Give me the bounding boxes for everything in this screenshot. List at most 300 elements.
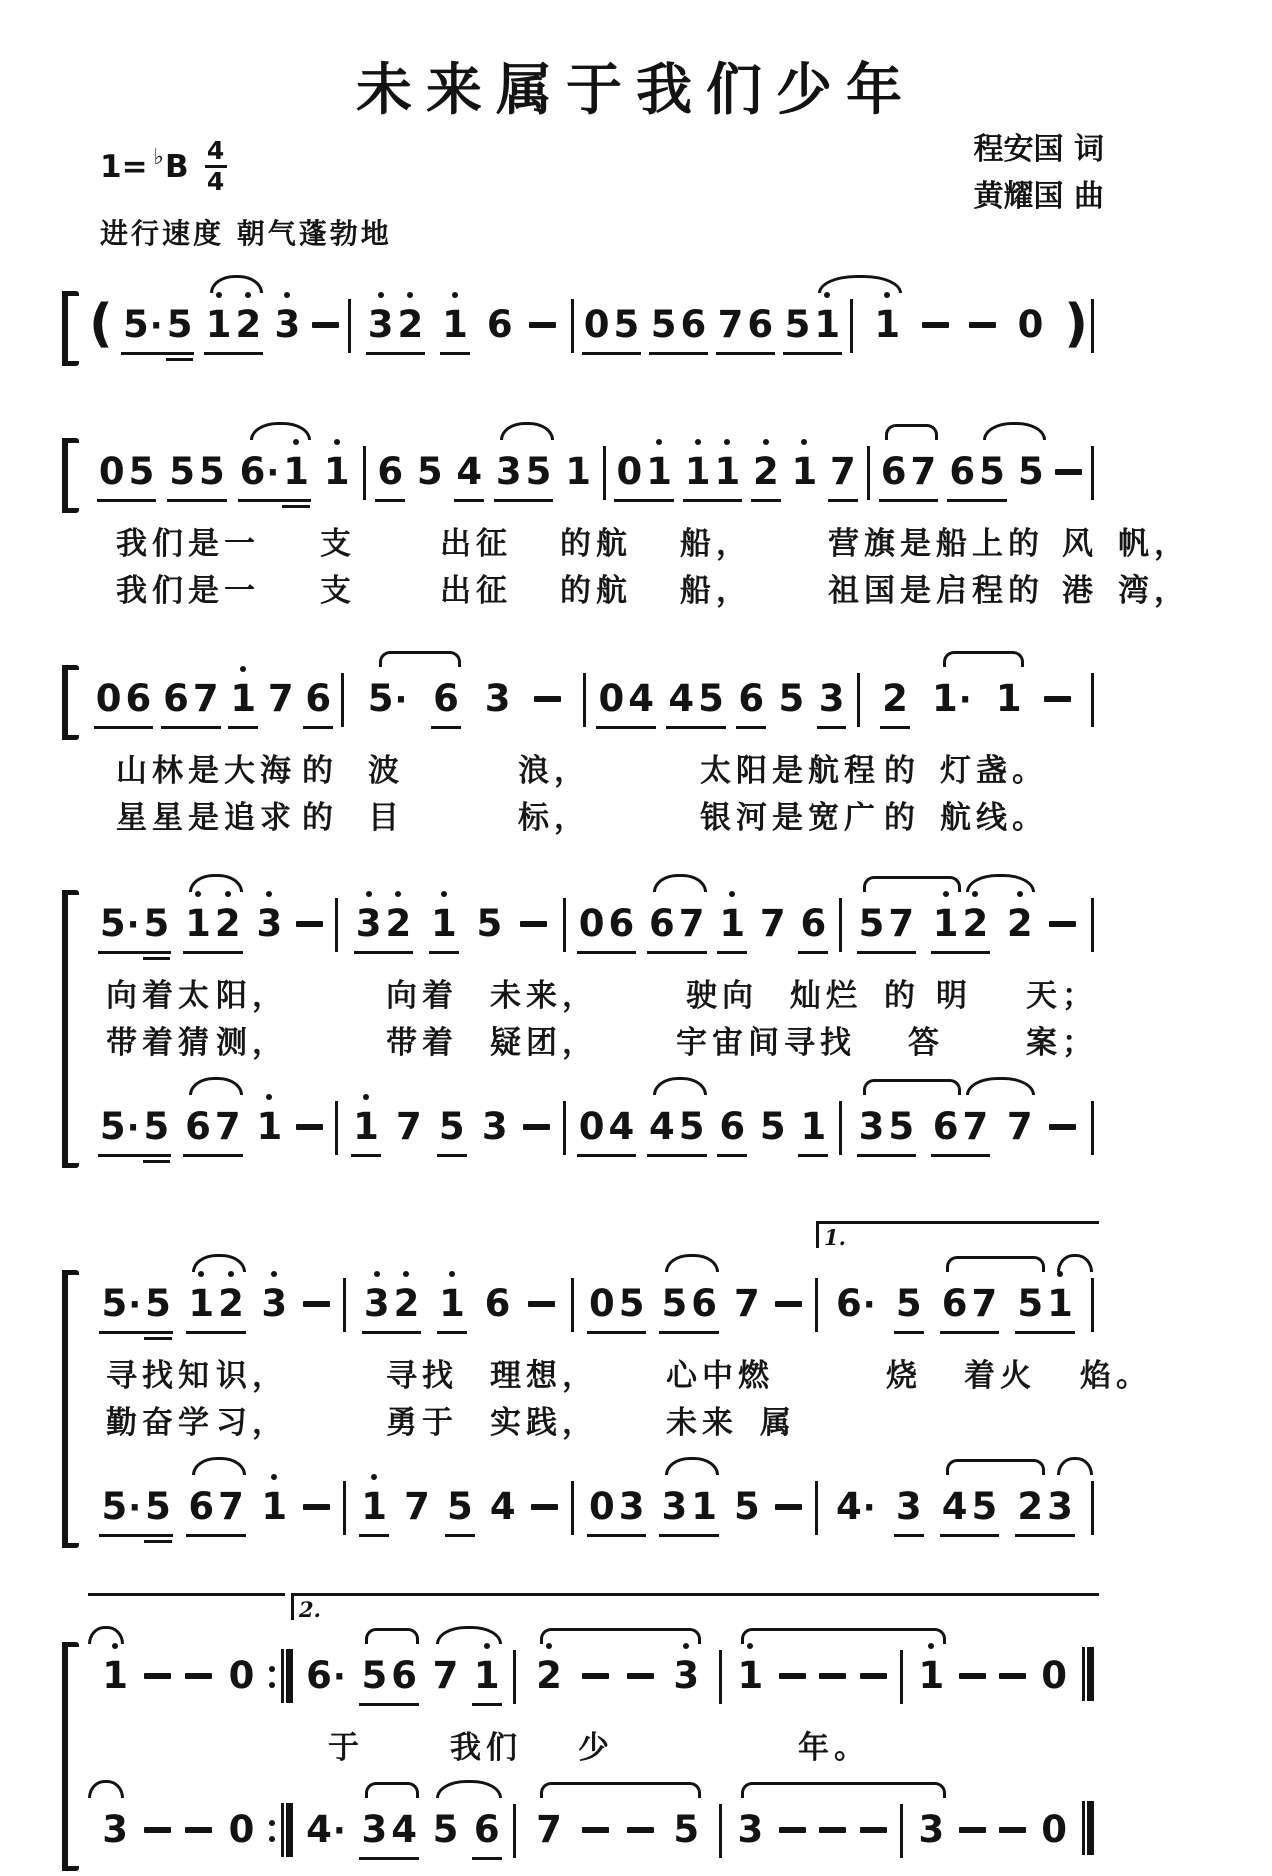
note-digit [798, 1104, 828, 1150]
eighth-underline [857, 951, 917, 955]
digit: 5 [650, 303, 677, 346]
barline [571, 299, 574, 353]
measure [576, 1484, 813, 1530]
octave-dot [334, 439, 340, 445]
dash-glyph [779, 1673, 806, 1679]
digit: 3 [363, 1282, 390, 1325]
digit: 5 [698, 677, 724, 720]
note-digit [197, 449, 227, 495]
note-digit [183, 901, 213, 947]
digit: 5 [895, 1282, 922, 1325]
note-group [894, 1281, 924, 1327]
lyric-syllable: 我们是一 [116, 526, 260, 562]
digit: 4 [941, 1485, 968, 1528]
lyric-syllable: 实践， [490, 1405, 598, 1441]
eighth-underline [494, 499, 554, 503]
dash-note [144, 1807, 171, 1853]
digit: 5 [432, 1808, 459, 1851]
digit: 2 [752, 450, 779, 493]
digit: 7 [192, 677, 219, 720]
dash-note [922, 302, 949, 348]
slur-arc [379, 651, 461, 667]
barline [341, 673, 344, 727]
note-digit [712, 449, 742, 495]
note-digit [880, 676, 910, 722]
digit: 7 [396, 1105, 422, 1148]
digit: 6 [473, 1808, 500, 1851]
sixteenth-underline [143, 1160, 171, 1164]
note-digit [969, 1484, 999, 1530]
note-digit [238, 449, 282, 496]
barline [1091, 898, 1094, 952]
note-group [362, 1281, 422, 1327]
octave-dot [371, 1474, 377, 1480]
eighth-underline [359, 1703, 419, 1707]
note-digit [472, 1653, 502, 1699]
digit: 4 [456, 450, 483, 493]
dash-note [185, 1653, 212, 1699]
note-digit [617, 1281, 647, 1327]
digit: 6 [125, 677, 152, 720]
note-digit [1045, 1281, 1075, 1327]
dash-glyph [627, 1827, 654, 1833]
measure [88, 901, 333, 947]
digit: 6 [836, 1281, 862, 1325]
dash-glyph [144, 1673, 171, 1679]
note-group [472, 1807, 502, 1853]
digit: 5 [169, 450, 195, 493]
dash-glyph [534, 696, 561, 702]
eighth-underline [736, 726, 766, 730]
eighth-underline [375, 499, 405, 503]
digit: 4 [649, 1105, 675, 1148]
digit: 4 [306, 1807, 332, 1851]
note-group [359, 1484, 389, 1530]
note-group [437, 1104, 467, 1150]
lyric-syllable: 船， [680, 573, 752, 609]
octave-dot [972, 891, 978, 897]
lyric-syllable: 烧 [886, 1358, 922, 1394]
music-line [88, 1773, 1096, 1876]
note-group [577, 901, 637, 947]
dash-glyph [779, 1827, 806, 1833]
note-group [227, 1807, 257, 1853]
barline [363, 446, 366, 500]
note-digit [483, 676, 513, 722]
digit: 1 [874, 303, 901, 346]
note-digit [494, 449, 524, 495]
digit: 3 [661, 1485, 688, 1528]
lyric-syllable: 习， [216, 1405, 288, 1441]
note-group [431, 1653, 461, 1699]
note-group [1039, 1807, 1069, 1853]
barline [571, 1278, 574, 1332]
tie-arc [1057, 1254, 1093, 1272]
note-digit [402, 1484, 432, 1530]
digit: 5 [476, 902, 503, 945]
octave-dot [363, 1094, 369, 1100]
eighth-underline [97, 499, 157, 503]
note-digit [931, 1104, 961, 1150]
note-digit [683, 449, 713, 495]
time-signature [205, 138, 227, 195]
digit: 3 [673, 1654, 700, 1697]
note-group [751, 449, 781, 495]
digit: 6 [239, 449, 266, 493]
note-digit [488, 1484, 518, 1530]
digit: 2 [397, 303, 424, 346]
dash-glyph [959, 1827, 986, 1833]
time-top: 4 [206, 136, 225, 165]
digit: 1 [791, 450, 818, 493]
note-digit [354, 901, 384, 947]
eighth-underline [366, 352, 426, 356]
measure [872, 449, 1089, 495]
digit: 1 [719, 902, 746, 945]
digit: 3 [481, 1105, 508, 1148]
eighth-underline [587, 1534, 647, 1538]
note-digit [961, 1104, 991, 1150]
measure [724, 1653, 899, 1699]
note-digit [857, 901, 887, 947]
repeat-end-barline [269, 1650, 295, 1704]
note-digit [281, 449, 311, 495]
note-digit [475, 901, 505, 947]
eighth-underline [857, 1154, 917, 1158]
lyric-syllable: 于 [328, 1730, 364, 1766]
lyric-syllable: 的 [884, 800, 920, 836]
dash-note [528, 1281, 555, 1327]
volta-label: 1. [824, 1225, 846, 1250]
dash-note [582, 1653, 609, 1699]
note-digit [828, 449, 858, 495]
system-verse-1 [88, 415, 1190, 612]
lyric-syllable: 银河是宽广 [700, 800, 880, 836]
note-digit [394, 1104, 424, 1150]
sixteenth-underline [143, 957, 171, 961]
note-group [238, 449, 311, 495]
octave-dot [225, 891, 231, 897]
note-group [1016, 449, 1046, 495]
barline [513, 1650, 516, 1704]
measure [855, 302, 1064, 348]
lyric-syllable: 标， [518, 800, 590, 836]
composer-credit: 黄耀国 曲 [973, 179, 1104, 214]
music-line [88, 1217, 1096, 1350]
dash-glyph [185, 1673, 212, 1679]
barline [815, 1278, 818, 1332]
slur-arc [741, 1628, 946, 1644]
note-group [472, 1653, 502, 1699]
note-digit [1045, 1484, 1075, 1530]
close-paren: ) [1064, 294, 1088, 354]
dash-note [999, 1653, 1026, 1699]
dash-note [520, 901, 547, 947]
volta-bracket [291, 1593, 1099, 1620]
note-digit [947, 449, 977, 495]
note-digit [97, 449, 127, 495]
eighth-underline [454, 499, 484, 503]
dash-glyph [1055, 469, 1082, 475]
note-digit [1005, 1104, 1035, 1150]
note-group [99, 1484, 172, 1530]
eighth-underline [1015, 1534, 1075, 1538]
eighth-underline [783, 352, 843, 356]
digit: 1 [230, 677, 257, 720]
digit: 5 [199, 450, 225, 493]
repeat-dots [269, 1650, 275, 1704]
note-group [98, 1104, 171, 1150]
measure [820, 1281, 1089, 1327]
note-digit [994, 676, 1024, 722]
octave-dot [683, 1643, 689, 1649]
digit: 6 [484, 1282, 511, 1325]
digit: 5 [673, 1808, 700, 1851]
digit: 0 [588, 1282, 615, 1325]
eighth-underline [880, 726, 910, 730]
barline [900, 1804, 903, 1858]
note-group [758, 901, 788, 947]
volta-bracket [816, 1221, 1099, 1248]
note-digit [1039, 1653, 1069, 1699]
eighth-underline [429, 951, 459, 955]
digit: 6 [185, 1105, 211, 1148]
lyric-syllable: 阳， [216, 978, 288, 1014]
note-digit [454, 449, 484, 495]
digit: 4 [391, 1808, 417, 1851]
digit: 5 [145, 1282, 171, 1325]
digit: 1 [1047, 1282, 1073, 1325]
note-digit [142, 1104, 172, 1150]
digit: 5 [99, 901, 126, 945]
digit: 6 [880, 450, 907, 493]
note-digit [1016, 449, 1046, 495]
note-digit [167, 449, 197, 495]
note-digit [563, 449, 593, 495]
eighth-underline [167, 499, 227, 503]
eighth-underline [437, 1331, 467, 1335]
digit: 0 [228, 1808, 255, 1851]
note-group [894, 1484, 924, 1530]
lyric-syllable: 目 [368, 800, 404, 836]
final-barline [1080, 1650, 1096, 1701]
augmentation-dot: · [862, 1487, 876, 1528]
dash-glyph [627, 1673, 654, 1679]
note-digit [213, 1104, 243, 1150]
dash-glyph [520, 921, 547, 927]
note-group [880, 676, 910, 722]
dash-glyph [922, 322, 949, 328]
note-group [167, 449, 227, 495]
note-digit [362, 1281, 392, 1327]
note-group [1015, 1484, 1075, 1530]
note-group [798, 901, 828, 947]
note-digit [366, 676, 410, 723]
slur-arc [946, 1256, 1046, 1272]
measure [348, 1281, 569, 1327]
note-group [366, 676, 410, 722]
note-digit [834, 1484, 878, 1531]
octave-dot [266, 891, 272, 897]
note-group [587, 1484, 647, 1530]
dash-glyph [296, 1124, 323, 1130]
lyric-line [88, 1722, 1096, 1769]
note-group [483, 1281, 513, 1327]
dash-glyph [185, 1827, 212, 1833]
note-group [834, 1281, 878, 1327]
music-line [88, 415, 1096, 518]
digit: 4 [628, 677, 654, 720]
eighth-underline [161, 726, 221, 730]
barline [900, 1650, 903, 1704]
eighth-underline [577, 951, 637, 955]
eighth-underline [817, 726, 847, 730]
note-group [303, 676, 333, 722]
note-group [1015, 1281, 1075, 1327]
measure [88, 676, 339, 722]
measure [905, 1653, 1080, 1699]
eighth-underline [649, 352, 709, 356]
digit: 1 [188, 1282, 215, 1325]
system-ending [88, 1589, 1096, 1876]
digit: 5 [661, 1282, 688, 1325]
note-group [97, 449, 157, 495]
dash-glyph [999, 1673, 1026, 1679]
thick-barline [286, 1649, 293, 1703]
note-digit [234, 302, 264, 348]
note-group [671, 1807, 701, 1853]
octave-dot [293, 439, 299, 445]
eighth-underline [647, 951, 707, 955]
barline [1091, 673, 1094, 727]
digit: 7 [734, 1282, 760, 1325]
digit: 3 [618, 1485, 645, 1528]
dash-note [534, 676, 561, 722]
eighth-underline [303, 726, 333, 730]
digit: 5 [784, 303, 811, 346]
lyric-syllable: 焰。 [1080, 1358, 1152, 1394]
note-digit [389, 1653, 419, 1699]
digit: 1 [565, 450, 591, 493]
digit: 0 [598, 677, 625, 720]
tie-arc [665, 1254, 719, 1272]
note-digit [142, 901, 172, 947]
note-digit [961, 901, 991, 947]
lyric-syllable: 的 [302, 800, 338, 836]
note-group [351, 1104, 381, 1150]
lyric-syllable: 的 [1008, 526, 1044, 562]
note-group [227, 1653, 257, 1699]
lyric-syllable: 疑团， [490, 1025, 598, 1061]
final-barline [1080, 1804, 1096, 1855]
note-digit [789, 449, 819, 495]
open-paren: ( [89, 294, 113, 354]
thin-barline [281, 1649, 284, 1703]
note-group [483, 676, 513, 722]
measure [88, 1807, 269, 1853]
note-digit [445, 1484, 475, 1530]
eighth-underline [716, 352, 776, 356]
lyric-line [88, 792, 1096, 839]
note-digit [98, 1104, 142, 1151]
digit: 4 [668, 677, 695, 720]
note-digit [659, 1281, 689, 1327]
digit: 5 [525, 450, 552, 493]
note-digit [577, 901, 607, 947]
dash-note [969, 302, 996, 348]
note-digit [384, 901, 414, 947]
eighth-underline [99, 1534, 172, 1538]
octave-dot [824, 292, 830, 298]
measure [340, 1104, 561, 1150]
lyric-line [88, 1350, 1152, 1397]
measure [88, 449, 361, 495]
note-digit [931, 901, 961, 947]
note-group [777, 676, 807, 722]
digit: 3 [355, 902, 382, 945]
note-digit [437, 1281, 467, 1327]
digit: 5 [145, 1485, 171, 1528]
note-group [789, 449, 819, 495]
note-digit [165, 302, 195, 348]
augmentation-dot: · [126, 904, 140, 945]
note-digit [736, 676, 766, 722]
octave-dot [546, 1643, 552, 1649]
digit: 6 [163, 677, 189, 720]
tie-arc [653, 874, 707, 892]
slur-arc [863, 1079, 961, 1095]
lyric-syllable: 天； [1026, 978, 1098, 1014]
digit: 6 [391, 1654, 417, 1697]
octave-dot [763, 439, 769, 445]
digit: 7 [971, 1282, 998, 1325]
digit: 6 [188, 1485, 215, 1528]
dash-note [582, 1807, 609, 1853]
octave-dot [407, 292, 413, 298]
note-group [99, 1281, 172, 1327]
note-digit [732, 1484, 762, 1530]
key-prefix: 1= [100, 148, 148, 185]
barline [1091, 1278, 1094, 1332]
barline [563, 1101, 566, 1155]
note-group [717, 1104, 747, 1150]
note-group [475, 901, 505, 947]
note-digit [227, 1653, 257, 1699]
note-group [366, 302, 426, 348]
eighth-underline [204, 352, 264, 356]
note-group [736, 676, 766, 722]
note-group [931, 901, 991, 947]
dash-glyph [303, 1301, 330, 1307]
lyricist-credit: 程安国 词 [973, 132, 1104, 167]
volta-bracket [88, 1593, 285, 1620]
digit: 6 [932, 1105, 959, 1148]
note-digit [216, 1281, 246, 1327]
note-digit [969, 1281, 999, 1327]
note-digit [666, 676, 696, 722]
sixteenth-underline [166, 358, 194, 362]
digit: 6 [747, 303, 774, 346]
lyric-syllable: 带着猜 [106, 1025, 214, 1061]
digit: 3 [818, 677, 845, 720]
eighth-underline [228, 726, 258, 730]
octave-dot [452, 292, 458, 298]
digit: 6 [608, 902, 635, 945]
note-digit [696, 676, 726, 722]
note-group [98, 901, 171, 947]
barline [719, 1650, 722, 1704]
lyric-syllable: 属 [760, 1405, 796, 1441]
